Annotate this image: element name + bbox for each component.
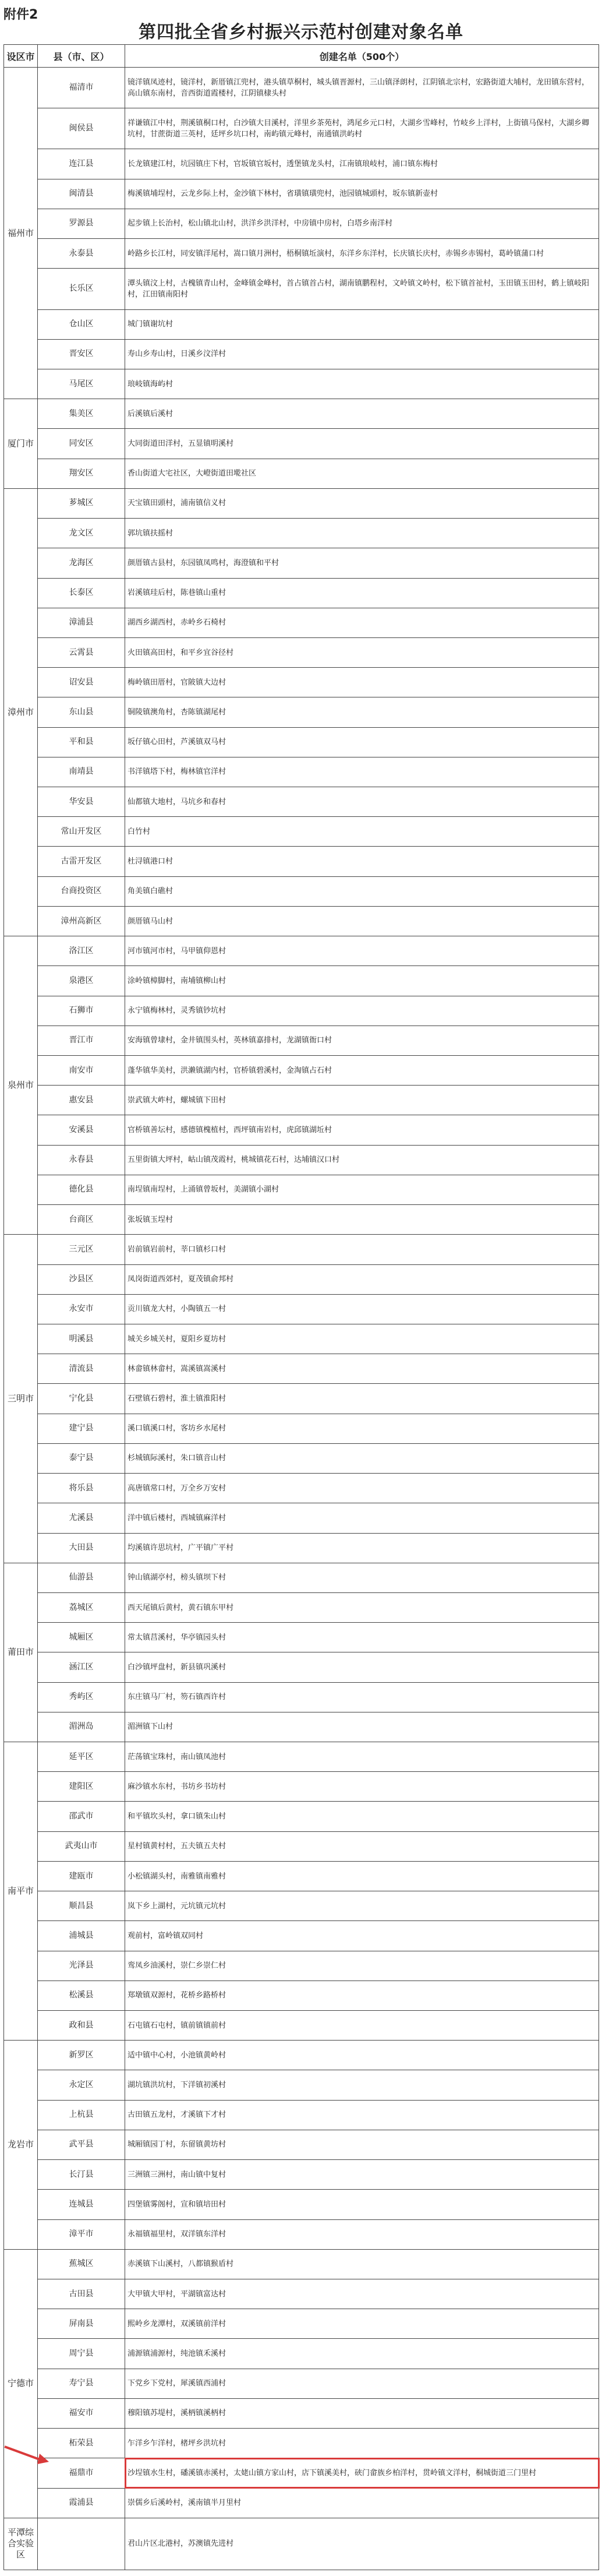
table-row [4, 1056, 599, 1086]
villages-cell: 茫荡镇宝珠村，南山镇凤池村 [125, 1742, 599, 1772]
villages-cell: 四堡镇雾阁村，宣和镇培田村 [125, 2190, 599, 2219]
village-list-table [3, 44, 599, 2570]
county-cell: 台商区 [38, 1205, 125, 1235]
table-row [4, 1592, 599, 1622]
county-cell: 荔城区 [38, 1592, 125, 1622]
table-row [4, 2309, 599, 2339]
county-cell: 罗源县 [38, 209, 125, 238]
county-cell: 漳浦县 [38, 608, 125, 637]
county-cell: 涵江区 [38, 1652, 125, 1682]
villages-cell: 郭坑镇扶摇村 [125, 519, 599, 548]
table-row [4, 519, 599, 548]
city-cell: 宁德市 [4, 2249, 38, 2518]
villages-cell: 永福镇福里村，双洋镇东洋村 [125, 2219, 599, 2249]
villages-cell: 湖西乡湖西村，赤岭乡石椅村 [125, 608, 599, 637]
table-row [4, 1235, 599, 1264]
villages-cell: 岚下乡上湖村，元坑镇元坑村 [125, 1891, 599, 1921]
table-row [4, 1264, 599, 1294]
villages-cell: 城门镇谢坑村 [125, 309, 599, 339]
villages-cell: 城关乡城关村，夏阳乡夏坊村 [125, 1324, 599, 1354]
table-row [4, 2219, 599, 2249]
table-row [4, 608, 599, 637]
county-cell: 诏安县 [38, 668, 125, 697]
villages-cell: 岩前镇岩前村，莘口镇杉口村 [125, 1235, 599, 1264]
county-cell: 建宁县 [38, 1414, 125, 1443]
villages-cell: 湄洲镇下山村 [125, 1712, 599, 1742]
county-cell: 福清市 [38, 68, 125, 108]
county-cell: 集美区 [38, 399, 125, 429]
table-row [4, 1205, 599, 1235]
villages-cell: 火田镇高田村，和平乡宜谷径村 [125, 637, 599, 667]
villages-cell: 均溪镇许思坑村，广平镇广平村 [125, 1533, 599, 1563]
county-cell: 马尾区 [38, 369, 125, 399]
table-row [4, 548, 599, 578]
county-cell: 晋安区 [38, 339, 125, 369]
villages-cell: 洋中镇后楼村，西城镇麻洋村 [125, 1503, 599, 1533]
county-cell: 南安市 [38, 1056, 125, 1086]
table-row [4, 2369, 599, 2398]
villages-cell: 白沙镇坪盘村，新县镇巩溪村 [125, 1652, 599, 1682]
county-cell [38, 2518, 125, 2570]
villages-cell: 古田镇五龙村，才溪镇下才村 [125, 2100, 599, 2130]
header-villages: 创建名单（500个） [125, 45, 599, 68]
city-cell: 三明市 [4, 1235, 38, 1563]
villages-cell: 溪口镇溪口村，客坊乡水尾村 [125, 1414, 599, 1443]
county-cell: 清流县 [38, 1354, 125, 1384]
county-cell: 松溪县 [38, 1981, 125, 2010]
villages-cell: 河市镇河市村，马甲镇仰恩村 [125, 936, 599, 966]
county-cell: 福鼎市 [38, 2458, 125, 2488]
villages-cell: 林畲镇林畲村，嵩溪镇嵩溪村 [125, 1354, 599, 1384]
county-cell: 湄洲岛 [38, 1712, 125, 1742]
table-row [4, 269, 599, 309]
county-cell: 平和县 [38, 727, 125, 757]
villages-cell: 麻沙镇水东村，书坊乡书坊村 [125, 1772, 599, 1802]
villages-cell: 香山街道大宅社区，大嶝街道田墘社区 [125, 459, 599, 488]
villages-cell: 寿山乡寿山村，日溪乡汶洋村 [125, 339, 599, 369]
county-cell: 德化县 [38, 1175, 125, 1204]
villages-cell: 东庄镇马厂村，笏石镇西许村 [125, 1682, 599, 1712]
county-cell: 永春县 [38, 1145, 125, 1175]
county-cell: 建瓯市 [38, 1861, 125, 1891]
county-cell: 永安市 [38, 1294, 125, 1324]
county-cell: 永泰县 [38, 239, 125, 269]
county-cell: 大田县 [38, 1533, 125, 1563]
table-row [4, 1981, 599, 2010]
county-cell: 连江县 [38, 149, 125, 179]
table-row [4, 2429, 599, 2458]
villages-cell: 颜厝镇马山村 [125, 906, 599, 936]
villages-cell: 梅溪镇埔埕村，云龙乡际上村，金沙镇下林村，省璜镇璜兜村，池园镇城頭村，坂东镇新壶村 [125, 179, 599, 209]
villages-cell: 后溪镇后溪村 [125, 399, 599, 429]
red-arrow-icon [3, 2443, 50, 2466]
villages-cell: 石屯镇石屯村，镇前镇镇前村 [125, 2011, 599, 2041]
county-cell: 三元区 [38, 1235, 125, 1264]
table-row [4, 637, 599, 667]
county-cell: 秀屿区 [38, 1682, 125, 1712]
villages-cell: 乍洋乡乍洋村，楮坪乡洪坑村 [125, 2429, 599, 2458]
table-row [4, 68, 599, 108]
table-row [4, 2160, 599, 2190]
table-row [4, 2070, 599, 2100]
city-cell: 福州市 [4, 68, 38, 399]
county-cell: 城厢区 [38, 1623, 125, 1652]
county-cell: 浦城县 [38, 1921, 125, 1951]
county-cell: 华安县 [38, 787, 125, 817]
table-row [4, 2518, 599, 2570]
villages-cell: 三洲镇三洲村，南山镇中复村 [125, 2160, 599, 2190]
villages-cell: 熙岭乡龙潭村，双溪镇前洋村 [125, 2309, 599, 2339]
county-cell: 洛江区 [38, 936, 125, 966]
table-row [4, 1026, 599, 1055]
table-row [4, 1384, 599, 1414]
table-row [4, 2011, 599, 2041]
county-cell: 泉港区 [38, 966, 125, 996]
villages-cell: 杜浔镇港口村 [125, 847, 599, 876]
table-row [4, 2249, 599, 2279]
table-row [4, 966, 599, 996]
county-cell: 古雷开发区 [38, 847, 125, 876]
table-row [4, 399, 599, 429]
county-cell: 顺昌县 [38, 1891, 125, 1921]
table-row [4, 108, 599, 149]
table-row [4, 1772, 599, 1802]
county-cell: 寿宁县 [38, 2369, 125, 2398]
county-cell: 长汀县 [38, 2160, 125, 2190]
villages-cell: 涂岭镇樟脚村，南埔镇柳山村 [125, 966, 599, 996]
villages-cell: 永宁镇梅林村，灵秀镇钞坑村 [125, 996, 599, 1026]
table-row [4, 1115, 599, 1145]
table-row [4, 209, 599, 238]
table-row [4, 1682, 599, 1712]
county-cell: 闽侯县 [38, 108, 125, 149]
table-row [4, 1652, 599, 1682]
attachment-label: 附件2 [3, 8, 38, 22]
villages-cell: 高唐镇常口村，万全乡万安村 [125, 1474, 599, 1503]
table-row [4, 1324, 599, 1354]
table-row [4, 1802, 599, 1831]
villages-cell: 赤溪镇下山溪村，八都镇猴盾村 [125, 2249, 599, 2279]
villages-cell: 城厢镇园丁村，东留镇黄坊村 [125, 2130, 599, 2159]
villages-cell: 张坂镇玉埕村 [125, 1205, 599, 1235]
county-cell: 永定区 [38, 2070, 125, 2100]
county-cell: 霞浦县 [38, 2488, 125, 2518]
villages-cell: 祥谦镇江中村，荆溪镇桐口村，白沙镇大目溪村，洋里乡茶苑村，鸿尾乡元口村，大湖乡雪峰村，竹岐乡上洋村，上街镇马保村，大湖乡卿坑村，甘蔗街道三英村，廷坪乡坑口村，南屿镇元峰村，南通镇洪屿村 [125, 108, 599, 149]
table-row [4, 1951, 599, 1981]
city-cell: 厦门市 [4, 399, 38, 489]
county-cell: 漳州高新区 [38, 906, 125, 936]
table-row [4, 1414, 599, 1443]
table-row [4, 1443, 599, 1473]
table-row [4, 2488, 599, 2518]
villages-cell: 角美镇白礁村 [125, 876, 599, 906]
county-cell: 常山开发区 [38, 817, 125, 847]
villages-cell: 适中镇中心村，小池镇黄岭村 [125, 2041, 599, 2070]
county-cell: 政和县 [38, 2011, 125, 2041]
table-row [4, 817, 599, 847]
table-row [4, 1503, 599, 1533]
table-row [4, 239, 599, 269]
table-row [4, 179, 599, 209]
county-cell: 上杭县 [38, 2100, 125, 2130]
county-cell: 东山县 [38, 697, 125, 727]
table-row [4, 369, 599, 399]
county-cell: 柘荣县 [38, 2429, 125, 2458]
county-cell: 仓山区 [38, 309, 125, 339]
villages-cell: 书洋镇塔下村，梅林镇官洋村 [125, 757, 599, 787]
villages-cell: 贡川镇龙大村，小陶镇五一村 [125, 1294, 599, 1324]
villages-cell: 镜洋镇凤迹村，镜洋村，新厝镇江兜村，港头镇草桐村，城头镇晋源村，三山镇泽朗村，江阴镇北宗村，宏路街道大埔村，龙田镇东营村，高山镇东南村，音西街道霞楼村，江阴镇棣头村 [125, 68, 599, 108]
villages-cell: 西天尾镇后黄村，黄石镇东甲村 [125, 1592, 599, 1622]
villages-cell: 五里街镇大坪村，岵山镇茂霞村，桃城镇花石村，达埔镇汉口村 [125, 1145, 599, 1175]
villages-cell: 天宝镇田頭村，浦南镇信义村 [125, 488, 599, 518]
city-cell: 龙岩市 [4, 2041, 38, 2250]
villages-cell: 安海镇曾埭村，金井镇围头村，英林镇嘉排村，龙湖镇衙口村 [125, 1026, 599, 1055]
villages-cell: 白竹村 [125, 817, 599, 847]
table-row [4, 1474, 599, 1503]
county-cell: 建阳区 [38, 1772, 125, 1802]
villages-cell: 小松镇湖头村，南雅镇南雅村 [125, 1861, 599, 1891]
county-cell: 武平县 [38, 2130, 125, 2159]
villages-cell: 琅岐镇海屿村 [125, 369, 599, 399]
table-row [4, 1533, 599, 1563]
county-cell: 龙文区 [38, 519, 125, 548]
table-row [4, 787, 599, 817]
county-cell: 晋江市 [38, 1026, 125, 1055]
county-cell: 长泰区 [38, 578, 125, 608]
table-row [4, 149, 599, 179]
table-row [4, 459, 599, 488]
villages-cell: 穆阳镇苏堤村，溪柄镇溪柄村 [125, 2398, 599, 2428]
county-cell: 光泽县 [38, 1951, 125, 1981]
villages-cell: 观前村，富岭镇双同村 [125, 1921, 599, 1951]
county-cell: 仙游县 [38, 1563, 125, 1592]
table-row [4, 2339, 599, 2369]
city-cell: 漳州市 [4, 488, 38, 936]
table-row [4, 727, 599, 757]
county-cell: 石狮市 [38, 996, 125, 1026]
table-row [4, 339, 599, 369]
county-cell: 周宁县 [38, 2339, 125, 2369]
table-row [4, 429, 599, 459]
villages-cell: 浦源镇浦源村，纯池镇禾溪村 [125, 2339, 599, 2369]
table-row [4, 906, 599, 936]
header-city: 设区市 [4, 45, 38, 68]
villages-cell: 铜陵镇澳角村，杏陈镇湖尾村 [125, 697, 599, 727]
county-cell: 屏南县 [38, 2309, 125, 2339]
county-cell: 沙县区 [38, 1264, 125, 1294]
table-row [4, 847, 599, 876]
county-cell: 台商投资区 [38, 876, 125, 906]
villages-cell: 下党乡下党村，犀溪镇西浦村 [125, 2369, 599, 2398]
table-row [4, 2279, 599, 2309]
villages-cell: 郑墩镇双源村，花桥乡路桥村 [125, 1981, 599, 2010]
county-cell: 芗城区 [38, 488, 125, 518]
table-row [4, 309, 599, 339]
city-cell: 南平市 [4, 1742, 38, 2041]
villages-cell: 鸾凤乡油溪村，崇仁乡崇仁村 [125, 1951, 599, 1981]
villages-cell: 大同街道田洋村，五显镇明溪村 [125, 429, 599, 459]
villages-cell: 石壁镇石碧村，淮土镇淮阳村 [125, 1384, 599, 1414]
county-cell: 连城县 [38, 2190, 125, 2219]
table-row [4, 1563, 599, 1592]
county-cell: 南靖县 [38, 757, 125, 787]
county-cell: 闽清县 [38, 179, 125, 209]
table-row [4, 2458, 599, 2488]
table-row [4, 2041, 599, 2070]
county-cell: 漳平市 [38, 2219, 125, 2249]
table-row [4, 1354, 599, 1384]
county-cell: 翔安区 [38, 459, 125, 488]
county-cell: 安溪县 [38, 1115, 125, 1145]
county-cell: 同安区 [38, 429, 125, 459]
villages-cell: 君山片区北港村，苏澳镇先进村 [125, 2518, 599, 2570]
header-county: 县（市、区） [38, 45, 125, 68]
table-row [4, 488, 599, 518]
city-cell: 平潭综合实验区 [4, 2518, 38, 2570]
table-row [4, 578, 599, 608]
city-cell: 莆田市 [4, 1563, 38, 1742]
villages-cell: 和平镇坎头村，拿口镇朱山村 [125, 1802, 599, 1831]
county-cell: 邵武市 [38, 1802, 125, 1831]
table-row [4, 2100, 599, 2130]
table-row [4, 1294, 599, 1324]
villages-cell: 起步镇上长治村，松山镇北山村，洪洋乡洪洋村，中房镇中房村，白塔乡南洋村 [125, 209, 599, 238]
villages-cell: 湖坑镇洪坑村，下洋镇初溪村 [125, 2070, 599, 2100]
villages-cell: 常太镇莒溪村，华亭镇园头村 [125, 1623, 599, 1652]
table-row [4, 1712, 599, 1742]
county-cell: 长乐区 [38, 269, 125, 309]
villages-cell: 南埕镇南埕村，上涌镇曾坂村，美湖镇小湖村 [125, 1175, 599, 1204]
villages-cell: 坂仔镇心田村，芦溪镇双马村 [125, 727, 599, 757]
villages-cell: 仙都镇大地村，马坑乡和春村 [125, 787, 599, 817]
county-cell: 新罗区 [38, 2041, 125, 2070]
county-cell: 武夷山市 [38, 1831, 125, 1861]
county-cell: 明溪县 [38, 1324, 125, 1354]
table-row [4, 697, 599, 727]
county-cell: 福安市 [38, 2398, 125, 2428]
county-cell: 惠安县 [38, 1086, 125, 1115]
villages-cell: 梅岭镇田厝村，官陂镇大边村 [125, 668, 599, 697]
table-row [4, 1623, 599, 1652]
table-row [4, 2190, 599, 2219]
table-row [4, 1891, 599, 1921]
table-row [4, 757, 599, 787]
villages-cell: 崇儒乡后溪岭村，溪南镇半月里村 [125, 2488, 599, 2518]
villages-cell: 长龙镇建江村，坑园镇庄下村，官坂镇官坂村，透堡镇龙头村，江南镇琅岐村，浦口镇东梅村 [125, 149, 599, 179]
table-row [4, 1742, 599, 1772]
document-title: 第四批全省乡村振兴示范村创建对象名单 [139, 22, 463, 43]
county-cell: 将乐县 [38, 1474, 125, 1503]
county-cell: 延平区 [38, 1742, 125, 1772]
villages-cell: 沙埕镇水生村，磻溪镇赤溪村，太姥山镇方家山村，店下镇溪美村，硖门畲族乡柏洋村，贯岭镇文洋村，桐城街道三门里村 [125, 2458, 599, 2488]
county-cell: 蕉城区 [38, 2249, 125, 2279]
table-row [4, 2398, 599, 2428]
county-cell: 古田县 [38, 2279, 125, 2309]
county-cell: 泰宁县 [38, 1443, 125, 1473]
table-header-row [4, 45, 599, 68]
county-cell: 宁化县 [38, 1384, 125, 1414]
county-cell: 龙海区 [38, 548, 125, 578]
table-row [4, 876, 599, 906]
table-row [4, 1861, 599, 1891]
table-row [4, 668, 599, 697]
villages-cell: 蓬华镇华美村，洪濑镇湖内村，官桥镇碧溪村，金淘镇占石村 [125, 1056, 599, 1086]
table-row [4, 936, 599, 966]
villages-cell: 大甲镇大甲村，平湖镇富达村 [125, 2279, 599, 2309]
table-row [4, 996, 599, 1026]
villages-cell: 岩溪镇珪后村，陈巷镇山重村 [125, 578, 599, 608]
villages-cell: 颜厝镇古县村，东园镇凤鸣村，海澄镇和平村 [125, 548, 599, 578]
table-row [4, 1086, 599, 1115]
villages-cell: 岭路乡长江村，同安镇洋尾村，嵩口镇月洲村，梧桐镇坵演村，东洋乡东洋村，长庆镇长庆村，赤锡乡赤锡村，葛岭镇蒲口村 [125, 239, 599, 269]
county-cell: 云霄县 [38, 637, 125, 667]
city-cell: 泉州市 [4, 936, 38, 1235]
table-row [4, 1831, 599, 1861]
villages-cell: 崇武镇大岞村，螺城镇下田村 [125, 1086, 599, 1115]
villages-cell: 官桥镇善坛村，感德镇槐植村，西坪镇南岩村，虎邱镇湖坵村 [125, 1115, 599, 1145]
county-cell: 尤溪县 [38, 1503, 125, 1533]
villages-cell: 钟山镇湖亭村，榜头镇坝下村 [125, 1563, 599, 1592]
table-row [4, 1175, 599, 1204]
table-row [4, 2130, 599, 2159]
table-row [4, 1921, 599, 1951]
villages-cell: 凤岗街道西郊村，夏茂镇俞邦村 [125, 1264, 599, 1294]
villages-cell: 潭头镇汶上村，古槐镇青山村，金峰镇金峰村，首占镇首占村，湖南镇鹏程村，文岭镇文岭村，松下镇首祉村，玉田镇玉田村，鹤上镇岐阳村，江田镇南阳村 [125, 269, 599, 309]
table-row [4, 1145, 599, 1175]
villages-cell: 杉城镇际溪村，朱口镇音山村 [125, 1443, 599, 1473]
villages-cell: 星村镇黄村村，五夫镇五夫村 [125, 1831, 599, 1861]
